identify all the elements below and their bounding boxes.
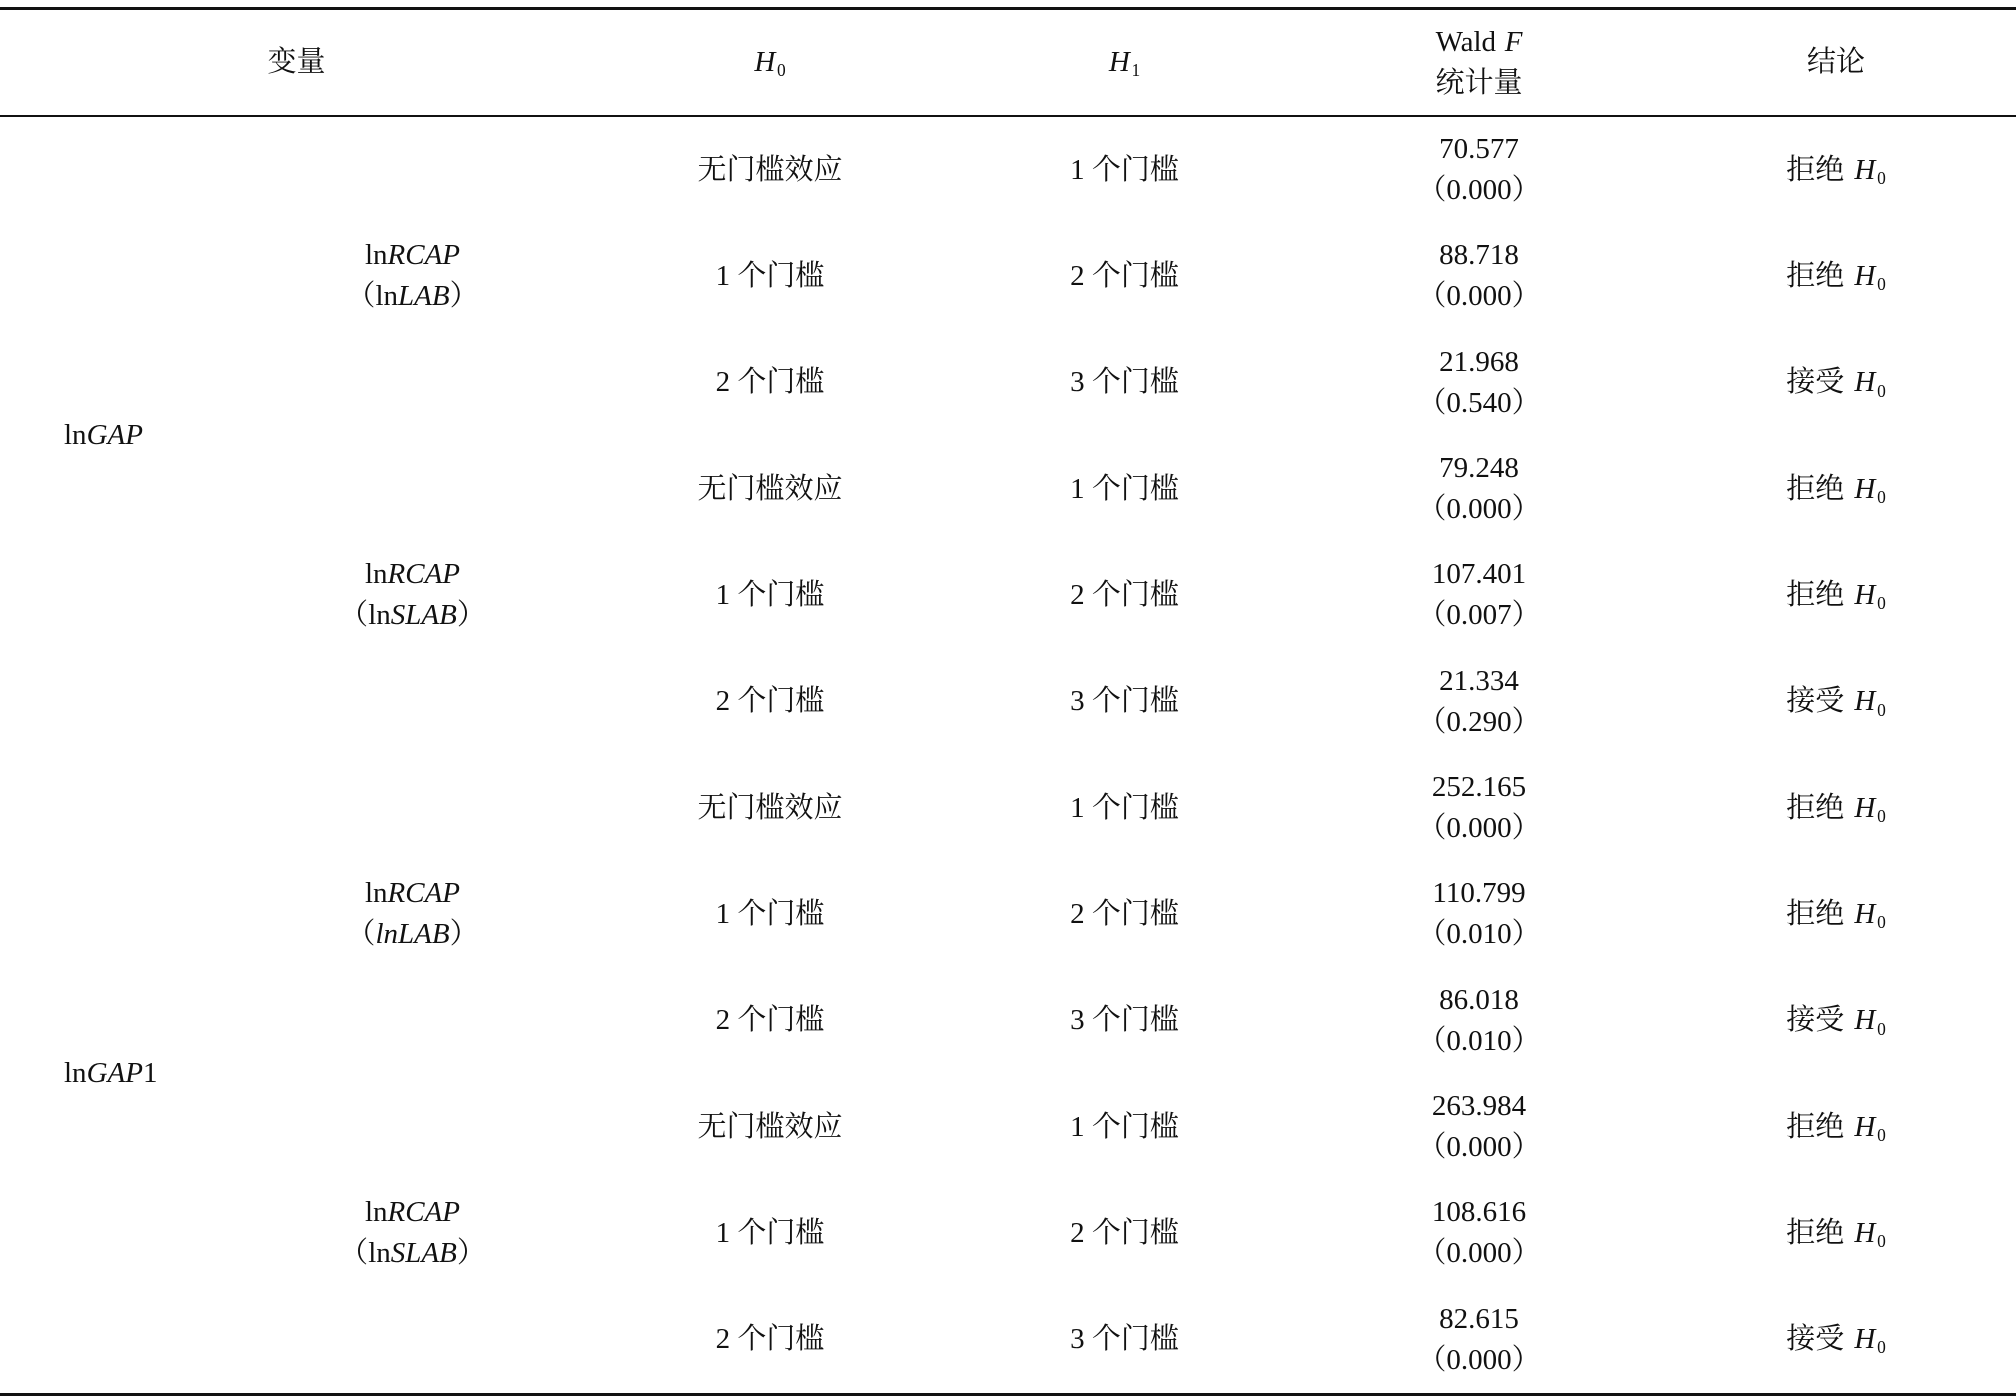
conclusion-text: 拒绝 (1786, 472, 1845, 505)
conclusion-header: 结论 (1807, 46, 1866, 78)
dependent-variable-cell (0, 117, 232, 755)
open-paren: （ (346, 918, 376, 951)
qualifier-variable-name: LAB (398, 280, 450, 313)
wald-f-value: 21.334 (1439, 664, 1519, 697)
conclusion-cell (1656, 1074, 2016, 1180)
wald-f-cell (1302, 436, 1656, 542)
open-paren: （ (339, 599, 369, 632)
variable-header: 变量 (267, 46, 326, 78)
conclusion-hypothesis-letter: H (1854, 1110, 1876, 1143)
threshold-variable-qualifier (232, 595, 593, 636)
p-value: （0.010） (1417, 918, 1541, 951)
wald-f-cell (1302, 1074, 1656, 1180)
conclusion-cell (1656, 649, 2016, 755)
null-hypothesis-cell: 1 个门槛 (715, 897, 825, 930)
alternative-hypothesis-cell: 1 个门槛 (1070, 1110, 1179, 1143)
conclusion-cell (1656, 968, 2016, 1074)
log-prefix: ln (368, 599, 391, 632)
threshold-variable (232, 873, 593, 914)
threshold-variable-name: RCAP (387, 239, 461, 272)
f-letter: F (1504, 25, 1523, 58)
h1-header (947, 10, 1302, 117)
conclusion-hypothesis-letter: H (1854, 366, 1876, 399)
conclusion-hypothesis-subscript: 0 (1877, 699, 1886, 720)
conclusion-hypothesis-subscript: 0 (1877, 274, 1886, 295)
conclusion-hypothesis-subscript: 0 (1877, 593, 1886, 614)
table-row (0, 755, 2016, 861)
alternative-hypothesis-cell: 2 个门槛 (1070, 897, 1179, 930)
conclusion-hypothesis-letter: H (1854, 472, 1876, 505)
qualifier-variable-name: SLAB (390, 599, 457, 632)
threshold-variable-name: RCAP (387, 558, 461, 591)
open-paren: （ (339, 1237, 369, 1270)
log-prefix: ln (364, 558, 388, 591)
conclusion-text: 拒绝 (1786, 791, 1845, 824)
alternative-hypothesis-cell: 1 个门槛 (1070, 472, 1179, 505)
null-hypothesis-cell: 2 个门槛 (715, 1004, 825, 1037)
wald-f-cell (1302, 542, 1656, 648)
close-paren: ） (449, 918, 479, 951)
conclusion-text: 拒绝 (1786, 153, 1845, 186)
wald-f-value: 70.577 (1439, 133, 1519, 166)
conclusion-hypothesis-subscript: 0 (1877, 167, 1886, 188)
conclusion-cell (1656, 330, 2016, 436)
null-hypothesis-cell: 无门槛效应 (697, 791, 843, 824)
dependent-variable-name: GAP (86, 1057, 143, 1090)
wald-f-value: 88.718 (1439, 239, 1519, 272)
p-value: （0.000） (1417, 1131, 1541, 1164)
conclusion-text: 接受 (1786, 366, 1845, 399)
alternative-hypothesis-cell: 1 个门槛 (1070, 153, 1179, 186)
p-value: （0.000） (1417, 280, 1541, 313)
conclusion-text: 拒绝 (1786, 578, 1845, 611)
conclusion-hypothesis-subscript: 0 (1877, 805, 1886, 826)
threshold-variable-name: RCAP (387, 877, 461, 910)
conclusion-hypothesis-letter: H (1854, 578, 1876, 611)
qualifier-variable-name: SLAB (390, 1237, 457, 1270)
conclusion-hypothesis-subscript: 0 (1877, 1231, 1886, 1252)
conclusion-hypothesis-letter: H (1854, 1216, 1876, 1249)
p-value: （0.000） (1417, 174, 1541, 207)
p-value: （0.000） (1417, 1343, 1541, 1376)
p-value: （0.540） (1417, 386, 1541, 419)
bottom-rule (0, 1393, 2016, 1396)
null-hypothesis-cell: 无门槛效应 (697, 472, 843, 505)
wald-f-value: 252.165 (1431, 771, 1527, 804)
conclusion-hypothesis-letter: H (1854, 685, 1876, 718)
threshold-variable (232, 1192, 593, 1233)
alternative-hypothesis-cell: 2 个门槛 (1070, 259, 1179, 292)
conclusion-cell (1656, 117, 2016, 223)
conclusion-hypothesis-subscript: 0 (1877, 1337, 1886, 1358)
conclusion-text: 接受 (1786, 685, 1845, 718)
log-prefix: ln (364, 1196, 388, 1229)
null-hypothesis-cell: 2 个门槛 (715, 685, 825, 718)
conclusion-cell (1656, 436, 2016, 542)
wald-f-cell (1302, 968, 1656, 1074)
threshold-variable-qualifier (232, 914, 593, 955)
close-paren: ） (456, 1237, 486, 1270)
null-hypothesis-cell: 2 个门槛 (715, 1323, 825, 1356)
header-row (0, 10, 2016, 117)
conclusion-text: 拒绝 (1786, 259, 1845, 292)
conclusion-cell (1656, 755, 2016, 861)
h0-header-subscript: 0 (777, 60, 786, 81)
wald-f-cell (1302, 649, 1656, 755)
threshold-variable (232, 554, 593, 595)
table-row (0, 436, 2016, 542)
alternative-hypothesis-cell: 3 个门槛 (1070, 685, 1179, 718)
conclusion-cell (1656, 861, 2016, 967)
log-prefix: ln (64, 419, 87, 452)
threshold-variable-cell (232, 117, 593, 436)
h1-header-letter: H (1108, 46, 1130, 78)
p-value: （0.000） (1417, 812, 1541, 845)
table-row (0, 1074, 2016, 1180)
wald-f-value: 110.799 (1432, 877, 1526, 910)
threshold-variable-cell (232, 436, 593, 755)
conclusion-hypothesis-subscript: 0 (1877, 1124, 1886, 1145)
h0-header-letter: H (754, 46, 776, 78)
alternative-hypothesis-cell: 3 个门槛 (1070, 1004, 1179, 1037)
wald-f-cell (1302, 861, 1656, 967)
null-hypothesis-cell: 2 个门槛 (715, 366, 825, 399)
conclusion-hypothesis-subscript: 0 (1877, 380, 1886, 401)
wald-word: Wald (1435, 25, 1497, 58)
conclusion-hypothesis-letter: H (1854, 1323, 1876, 1356)
log-prefix: ln (64, 1057, 87, 1090)
threshold-variable-name: RCAP (387, 1196, 461, 1229)
null-hypothesis-cell: 无门槛效应 (697, 153, 843, 186)
threshold-test-table (0, 10, 2016, 1393)
conclusion-cell (1656, 1287, 2016, 1393)
dependent-variable-cell (0, 755, 232, 1393)
conclusion-text: 拒绝 (1786, 897, 1845, 930)
wald-f-cell (1302, 755, 1656, 861)
wald-f-header-line2: 统计量 (1435, 66, 1523, 99)
dependent-variable-name: GAP (86, 419, 143, 452)
p-value: （0.007） (1417, 599, 1541, 632)
close-paren: ） (449, 280, 479, 313)
wald-f-value: 21.968 (1439, 345, 1519, 378)
conclusion-hypothesis-subscript: 0 (1877, 912, 1886, 933)
threshold-variable-cell (232, 1074, 593, 1393)
p-value: （0.010） (1417, 1024, 1541, 1057)
conclusion-hypothesis-letter: H (1854, 1004, 1876, 1037)
conclusion-cell (1656, 223, 2016, 329)
wald-f-value: 107.401 (1431, 558, 1527, 591)
p-value: （0.290） (1417, 705, 1541, 738)
table-row (0, 117, 2016, 223)
alternative-hypothesis-cell: 2 个门槛 (1070, 578, 1179, 611)
conclusion-cell (1656, 1180, 2016, 1286)
null-hypothesis-cell: 1 个门槛 (715, 1216, 825, 1249)
wald-f-cell (1302, 1287, 1656, 1393)
close-paren: ） (456, 599, 486, 632)
threshold-variable-qualifier (232, 1233, 593, 1274)
conclusion-text: 拒绝 (1786, 1216, 1845, 1249)
log-prefix: ln (375, 280, 398, 313)
log-prefix: ln (364, 239, 388, 272)
alternative-hypothesis-cell: 1 个门槛 (1070, 791, 1179, 824)
conclusion-cell (1656, 542, 2016, 648)
conclusion-text: 接受 (1786, 1323, 1845, 1356)
threshold-variable-cell (232, 755, 593, 1074)
threshold-variable-qualifier (232, 276, 593, 317)
log-prefix: ln (368, 1237, 391, 1270)
wald-f-header-line1 (1302, 22, 1656, 63)
log-prefix: ln (364, 877, 388, 910)
conclusion-hypothesis-letter: H (1854, 153, 1876, 186)
wald-f-cell (1302, 223, 1656, 329)
h0-header (593, 10, 947, 117)
conclusion-hypothesis-letter: H (1854, 791, 1876, 824)
alternative-hypothesis-cell: 3 个门槛 (1070, 1323, 1179, 1356)
conclusion-hypothesis-subscript: 0 (1877, 1018, 1886, 1039)
wald-f-cell (1302, 330, 1656, 436)
wald-f-value: 79.248 (1439, 452, 1519, 485)
p-value: （0.000） (1417, 493, 1541, 526)
null-hypothesis-cell: 1 个门槛 (715, 259, 825, 292)
conclusion-text: 接受 (1786, 1004, 1845, 1037)
wald-f-value: 86.018 (1439, 983, 1519, 1016)
log-prefix: ln (375, 918, 398, 951)
alternative-hypothesis-cell: 2 个门槛 (1070, 1216, 1179, 1249)
threshold-variable (232, 235, 593, 276)
null-hypothesis-cell: 1 个门槛 (715, 578, 825, 611)
alternative-hypothesis-cell: 3 个门槛 (1070, 366, 1179, 399)
h1-header-subscript: 1 (1131, 60, 1141, 81)
wald-f-value: 263.984 (1431, 1090, 1527, 1123)
wald-f-value: 82.615 (1439, 1302, 1519, 1335)
wald-f-value: 108.616 (1431, 1196, 1527, 1229)
conclusion-hypothesis-subscript: 0 (1877, 486, 1886, 507)
null-hypothesis-cell: 无门槛效应 (697, 1110, 843, 1143)
open-paren: （ (346, 280, 376, 313)
p-value: （0.000） (1417, 1237, 1541, 1270)
dependent-variable-suffix: 1 (142, 1057, 158, 1090)
wald-f-cell (1302, 1180, 1656, 1286)
qualifier-variable-name: LAB (398, 918, 450, 951)
conclusion-text: 拒绝 (1786, 1110, 1845, 1143)
conclusion-hypothesis-letter: H (1854, 897, 1876, 930)
conclusion-hypothesis-letter: H (1854, 259, 1876, 292)
wald-f-header (1302, 10, 1656, 117)
wald-f-cell (1302, 117, 1656, 223)
